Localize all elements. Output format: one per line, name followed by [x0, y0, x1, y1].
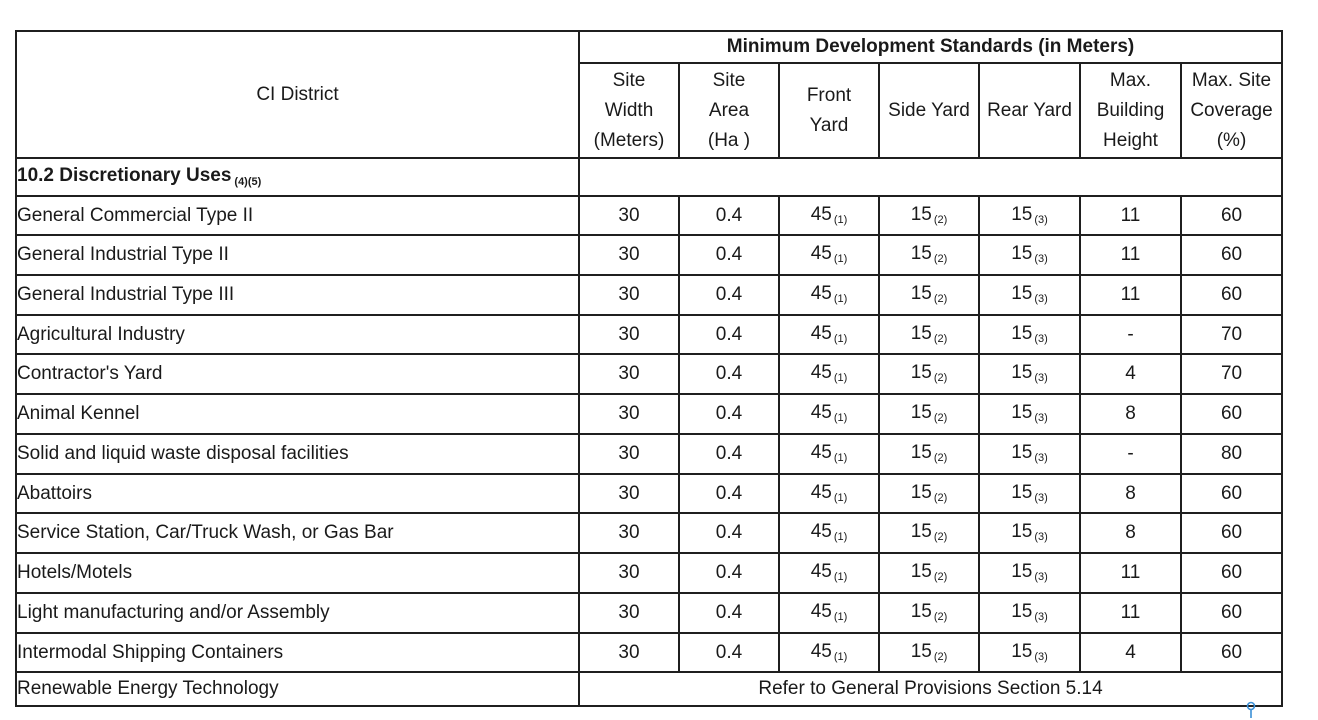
cell-front-yard [779, 235, 879, 275]
cell-rear-yard [979, 593, 1080, 633]
column-header-line: Site [712, 69, 746, 91]
cell-value: 30 [618, 522, 640, 543]
cell-value: 15 [910, 322, 932, 344]
cell-value: 15 [910, 561, 932, 582]
cell-rear-yard [979, 474, 1080, 513]
cell-max-building-height [1080, 513, 1181, 553]
district-name: Animal Kennel [16, 394, 579, 434]
cell-front-yard [779, 394, 879, 434]
column-header-line: Front [806, 84, 852, 106]
table-row [16, 196, 1282, 235]
cell-site-area [679, 513, 779, 553]
cell-side-yard [879, 275, 979, 315]
cell-footnote: (2) [933, 412, 948, 424]
cell-value: 45 [810, 521, 832, 542]
cell-value: 60 [1220, 403, 1243, 424]
cell-max-building-height [1080, 553, 1181, 593]
cell-value: 0.4 [715, 562, 743, 583]
cell-site-area [679, 633, 779, 672]
cell-value: 45 [810, 322, 832, 344]
cell-value: 70 [1220, 363, 1243, 384]
cell-front-yard [779, 315, 879, 354]
cell-value: 30 [618, 641, 640, 663]
cell-value: 4 [1125, 363, 1136, 384]
cell-site-area [679, 235, 779, 275]
cell-value: 70 [1220, 323, 1243, 345]
map-pin-icon [1244, 701, 1258, 719]
column-header-max-building-height [1080, 63, 1181, 158]
cell-max-building-height [1080, 354, 1181, 394]
cell-site-width [579, 474, 679, 513]
cell-footnote: (1) [833, 611, 848, 623]
cell-value: 15 [910, 203, 932, 225]
cell-front-yard [779, 196, 879, 235]
cell-value: 15 [910, 481, 932, 503]
cell-site-width [579, 315, 679, 354]
section-title: 10.2 Discretionary Uses $_{(4)(5)}$ [16, 158, 579, 196]
cell-site-width [579, 235, 679, 275]
cell-site-area [679, 553, 779, 593]
cell-value: 15 [1011, 640, 1033, 662]
cell-max-building-height [1080, 394, 1181, 434]
cell-footnote: (3) [1034, 571, 1048, 583]
cell-value: 60 [1220, 284, 1243, 305]
column-header-side-yard [879, 63, 979, 158]
cell-site-width [579, 434, 679, 474]
cell-value: 45 [810, 601, 832, 622]
cell-footnote: (1) [833, 650, 848, 663]
cell-footnote: (1) [833, 571, 848, 583]
cell-side-yard [879, 394, 979, 434]
cell-site-area [679, 315, 779, 354]
cell-side-yard [879, 633, 979, 672]
cell-value: 15 [910, 243, 932, 264]
cell-max-site-coverage [1181, 434, 1282, 474]
cell-side-yard [879, 434, 979, 474]
column-header-line: Coverage [1190, 99, 1273, 121]
cell-value: 11 [1120, 562, 1141, 583]
cell-footnote: (2) [933, 253, 948, 265]
cell-value: 0.4 [715, 482, 743, 504]
cell-value: 11 [1120, 284, 1141, 305]
column-header-line: (%) [1216, 129, 1247, 151]
column-header-line: Rear Yard [987, 99, 1072, 121]
cell-footnote: (1) [833, 491, 848, 504]
cell-footnote: (1) [833, 372, 848, 384]
cell-site-area [679, 354, 779, 394]
column-header-line: Building [1096, 99, 1165, 121]
cell-value: 0.4 [715, 244, 743, 265]
cell-value: 15 [1011, 442, 1033, 463]
table-row-final [16, 672, 1282, 706]
cell-max-building-height [1080, 315, 1181, 354]
cell-footnote: (2) [933, 650, 948, 663]
cell-max-site-coverage [1181, 593, 1282, 633]
cell-value: 60 [1220, 204, 1243, 226]
cell-value: 11 [1120, 204, 1141, 226]
cell-footnote: (1) [833, 531, 848, 543]
cell-footnote: (2) [933, 491, 948, 504]
column-header-line: Max. Site [1191, 69, 1272, 91]
cell-site-width [579, 196, 679, 235]
cell-value: 0.4 [715, 443, 743, 464]
cell-value: 30 [618, 204, 640, 226]
cell-footnote: (3) [1034, 213, 1048, 226]
cell-rear-yard [979, 196, 1080, 235]
cell-value: 60 [1220, 562, 1243, 583]
cell-value: 45 [810, 481, 832, 503]
cell-max-site-coverage [1181, 315, 1282, 354]
cell-rear-yard [979, 354, 1080, 394]
column-header-line: Height [1103, 129, 1158, 151]
column-header-site-area [679, 63, 779, 158]
cell-side-yard [879, 474, 979, 513]
cell-value: 15 [1011, 521, 1033, 542]
cell-value: 0.4 [715, 641, 743, 663]
cell-value: 30 [618, 363, 640, 384]
cell-footnote: (3) [1034, 531, 1048, 543]
district-name: General Industrial Type III [16, 275, 579, 315]
cell-value: 45 [810, 640, 832, 662]
cell-site-width [579, 593, 679, 633]
cell-footnote: (2) [933, 213, 948, 226]
column-header-line: Area [708, 99, 750, 121]
group-header: Minimum Development Standards (in Meters) [579, 31, 1282, 63]
cell-value: 0.4 [715, 204, 743, 226]
cell-value: 30 [618, 244, 640, 265]
column-header-max-site-coverage [1181, 63, 1282, 158]
cell-value: 15 [1011, 243, 1033, 264]
cell-front-yard [779, 474, 879, 513]
cell-value: 80 [1220, 443, 1243, 464]
cell-site-width [579, 394, 679, 434]
cell-max-building-height [1080, 434, 1181, 474]
section-empty-cell [579, 158, 1282, 196]
cell-side-yard [879, 315, 979, 354]
district-name: Contractor's Yard [16, 354, 579, 394]
cell-value: 15 [910, 640, 932, 662]
cell-value: 0.4 [715, 403, 743, 424]
cell-value: 30 [618, 602, 640, 623]
column-header-line: Width [604, 99, 654, 121]
cell-site-area [679, 275, 779, 315]
cell-value: 60 [1220, 641, 1243, 663]
cell-site-width [579, 275, 679, 315]
cell-rear-yard [979, 633, 1080, 672]
cell-value: - [1127, 323, 1134, 345]
cell-footnote: (2) [933, 332, 948, 345]
cell-footnote: (3) [1034, 452, 1048, 464]
cell-value: 0.4 [715, 522, 743, 543]
table-row [16, 593, 1282, 633]
column-header-line: (Ha ) [707, 129, 751, 151]
district-name: Abattoirs [16, 474, 579, 513]
cell-max-site-coverage [1181, 513, 1282, 553]
cell-front-yard [779, 275, 879, 315]
cell-max-building-height [1080, 593, 1181, 633]
cell-footnote: (3) [1034, 372, 1048, 384]
table-row [16, 553, 1282, 593]
cell-value: 8 [1125, 522, 1136, 543]
table-row [16, 513, 1282, 553]
table-row [16, 394, 1282, 434]
cell-rear-yard [979, 394, 1080, 434]
cell-value: 15 [1011, 203, 1033, 225]
cell-value: 8 [1125, 482, 1136, 504]
development-standards-table [15, 30, 1283, 707]
column-header-front-yard [779, 63, 879, 158]
table-row [16, 235, 1282, 275]
corner-header: CI District [16, 31, 579, 158]
cell-side-yard [879, 513, 979, 553]
cell-value: 45 [810, 402, 832, 423]
table-row [16, 275, 1282, 315]
cell-side-yard [879, 553, 979, 593]
column-header-line: Yard [809, 114, 849, 136]
cell-max-site-coverage [1181, 474, 1282, 513]
cell-value: 15 [1011, 561, 1033, 582]
district-name: Light manufacturing and/or Assembly [16, 593, 579, 633]
cell-site-area [679, 394, 779, 434]
cell-front-yard [779, 593, 879, 633]
cell-footnote: (1) [833, 332, 848, 345]
cell-side-yard [879, 235, 979, 275]
cell-value: 0.4 [715, 323, 743, 345]
cell-value: 30 [618, 562, 640, 583]
cell-value: 15 [910, 521, 932, 542]
cell-value: 15 [910, 442, 932, 463]
cell-max-site-coverage [1181, 553, 1282, 593]
cell-site-area [679, 196, 779, 235]
cell-value: 11 [1120, 602, 1141, 623]
cell-max-site-coverage [1181, 235, 1282, 275]
column-header-line: Side Yard [888, 99, 970, 121]
cell-max-site-coverage [1181, 275, 1282, 315]
section-row [16, 158, 1282, 196]
cell-max-building-height [1080, 275, 1181, 315]
cell-value: 60 [1220, 244, 1243, 265]
cell-site-area [679, 474, 779, 513]
cell-front-yard [779, 513, 879, 553]
cell-front-yard [779, 434, 879, 474]
cell-footnote: (2) [933, 611, 948, 623]
cell-value: 45 [810, 442, 832, 463]
cell-value: 4 [1125, 641, 1136, 663]
cell-value: 45 [810, 362, 832, 383]
cell-value: 30 [618, 403, 640, 424]
cell-site-area [679, 593, 779, 633]
district-name: Agricultural Industry [16, 315, 579, 354]
table-row [16, 434, 1282, 474]
cell-front-yard [779, 354, 879, 394]
cell-rear-yard [979, 315, 1080, 354]
cell-value: 15 [1011, 402, 1033, 423]
district-name: Renewable Energy Technology [16, 672, 579, 706]
column-header-site-width [579, 63, 679, 158]
cell-footnote: (3) [1034, 253, 1048, 265]
group-header-row [16, 31, 1282, 63]
cell-value: 15 [910, 402, 932, 423]
cell-value: 15 [1011, 322, 1033, 344]
cell-rear-yard [979, 275, 1080, 315]
table-row [16, 633, 1282, 672]
column-header-line: Max. [1109, 69, 1152, 91]
cell-value: 15 [1011, 283, 1033, 304]
cell-value: 15 [910, 362, 932, 383]
cell-value: 30 [618, 284, 640, 305]
cell-value: 30 [618, 443, 640, 464]
column-header-line: (Meters) [593, 129, 665, 151]
cell-site-width [579, 513, 679, 553]
cell-value: 45 [810, 243, 832, 264]
cell-footnote: (2) [933, 372, 948, 384]
table-row [16, 315, 1282, 354]
district-name: Solid and liquid waste disposal facilities [16, 434, 579, 474]
cell-site-width [579, 354, 679, 394]
cell-value: - [1127, 443, 1134, 464]
cell-rear-yard [979, 513, 1080, 553]
cell-value: 11 [1120, 244, 1141, 265]
cell-max-building-height [1080, 235, 1181, 275]
cell-footnote: (3) [1034, 491, 1048, 504]
cell-max-site-coverage [1181, 633, 1282, 672]
cell-front-yard [779, 553, 879, 593]
cell-value: 30 [618, 323, 640, 345]
cell-footnote: (2) [933, 571, 948, 583]
cell-rear-yard [979, 235, 1080, 275]
cell-value: 60 [1220, 602, 1243, 623]
cell-value: 60 [1220, 522, 1243, 543]
cell-value: 15 [910, 601, 932, 622]
cell-value: 0.4 [715, 602, 743, 623]
cell-footnote: (3) [1034, 611, 1048, 623]
cell-footnote: (3) [1034, 332, 1048, 345]
cell-side-yard [879, 354, 979, 394]
cell-max-site-coverage [1181, 354, 1282, 394]
general-provisions-note: Refer to General Provisions Section 5.14 [579, 672, 1282, 706]
cell-front-yard [779, 633, 879, 672]
cell-side-yard [879, 196, 979, 235]
cell-value: 45 [810, 283, 832, 304]
table-row [16, 474, 1282, 513]
cell-max-building-height [1080, 633, 1181, 672]
cell-footnote: (3) [1034, 650, 1048, 663]
cell-value: 30 [618, 482, 640, 504]
district-name: Hotels/Motels [16, 553, 579, 593]
cell-side-yard [879, 593, 979, 633]
cell-value: 45 [810, 561, 832, 582]
cell-footnote: (1) [833, 213, 848, 226]
cell-rear-yard [979, 434, 1080, 474]
cell-max-building-height [1080, 474, 1181, 513]
cell-value: 15 [1011, 481, 1033, 503]
district-name: General Commercial Type II [16, 196, 579, 235]
cell-site-area [679, 434, 779, 474]
cell-max-site-coverage [1181, 394, 1282, 434]
cell-site-width [579, 633, 679, 672]
cell-max-building-height [1080, 196, 1181, 235]
cell-footnote: (2) [933, 293, 948, 305]
district-name: Service Station, Car/Truck Wash, or Gas Bar [16, 513, 579, 553]
section-footnote: (4)(5) [234, 176, 262, 188]
cell-value: 15 [1011, 362, 1033, 383]
cell-footnote: (3) [1034, 412, 1048, 424]
cell-max-site-coverage [1181, 196, 1282, 235]
column-header-line: Site [612, 69, 646, 91]
cell-value: 0.4 [715, 363, 743, 384]
cell-footnote: (3) [1034, 293, 1048, 305]
cell-rear-yard [979, 553, 1080, 593]
cell-value: 0.4 [715, 284, 743, 305]
cell-footnote: (1) [833, 293, 848, 305]
cell-footnote: (1) [833, 253, 848, 265]
cell-site-width [579, 553, 679, 593]
cell-value: 45 [810, 203, 832, 225]
district-name: Intermodal Shipping Containers [16, 633, 579, 672]
cell-value: 15 [1011, 601, 1033, 622]
cell-value: 60 [1220, 482, 1243, 504]
cell-footnote: (1) [833, 452, 848, 464]
cell-value: 8 [1125, 403, 1136, 424]
cell-footnote: (1) [833, 412, 848, 424]
column-header-rear-yard [979, 63, 1080, 158]
cell-footnote: (2) [933, 452, 948, 464]
cell-value: 15 [910, 283, 932, 304]
cell-footnote: (2) [933, 531, 948, 543]
district-name: General Industrial Type II [16, 235, 579, 275]
table-row [16, 354, 1282, 394]
